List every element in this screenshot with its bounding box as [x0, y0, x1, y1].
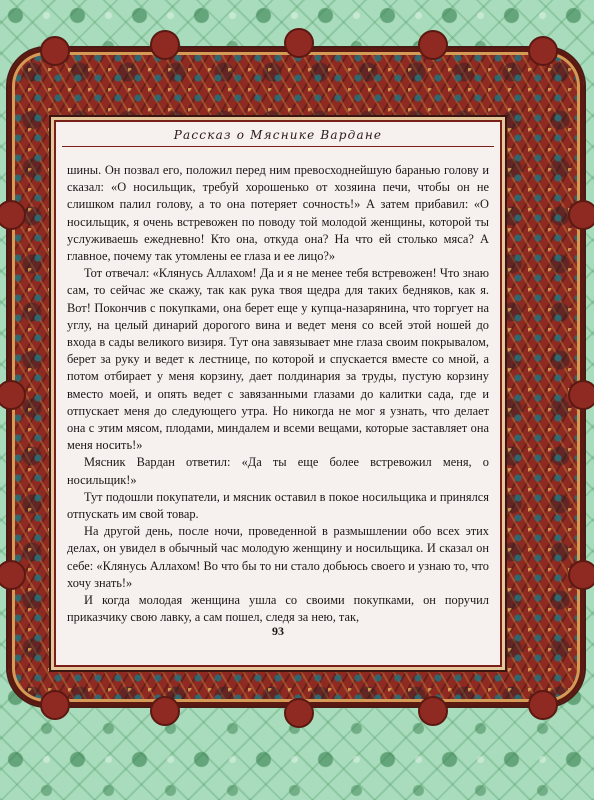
border-scallop: [150, 30, 180, 60]
running-header: Рассказ о Мяснике Вардане: [173, 128, 383, 142]
paragraph: шины. Он позвал его, положил перед ним превосходнейшую баранью голову и сказал: «О носильщик, требуй хорошенько от хозяина печи, чтобы он не слишком палил голову, а то она потеряет сочность!» А затем прибавил: «О носильщик, я очень встревожен по поводу той молодой женщины, которой ты услуживаешь ежедневно! Кто она, откуда она? На что ей столько мяса? А главное, почему так утомлены ее глаза и ее лицо?»: [67, 163, 489, 264]
border-scallop: [40, 36, 70, 66]
border-scallop: [284, 698, 314, 728]
text-panel: [56, 122, 500, 665]
border-scallop: [568, 560, 594, 590]
paragraph: На другой день, после ночи, проведенной в размышлении обо всех этих делах, он увидел в обычный час молодую женщину и носильщика. И сказал он себе: «Клянусь Аллахом! Во что бы то ни стало добьюсь своего и узнаю то, что хочу знать!»: [67, 524, 489, 590]
header-divider: [62, 146, 494, 147]
paragraph: Мясник Вардан ответил: «Да ты еще более встревожил меня, о носильщик!»: [67, 455, 489, 487]
body-text: [67, 162, 489, 626]
border-scallop: [150, 696, 180, 726]
border-scallop: [418, 696, 448, 726]
border-scallop: [568, 380, 594, 410]
paragraph: Тот отвечал: «Клянусь Аллахом! Да и я не менее тебя встревожен! Что знаю сам, то сейчас же скажу, так как рука твоя щедра для таких бедняков, как я. Вот! Покончив с покупками, она берет еще у купца-назарянина, что торгует на углу, на целый динарий дорогого вина и ведет меня со всей этой ношей до входа в сады великого визиря. Тут она завязывает мне глаза своим покрывалом, берет за руку и ведет к лестнице, по которой и спускается вместе со мной, а потом отбирает у меня корзину, дает полдинария за труды, пустую корзину вместо моей, и опять ведет с завязанными глазами до калитки сада, где и отпускает меня до следующего утра. Но никогда не мог я узнать, что делает она с этим мясом, плодами, миндалем и всеми вещами, которые заставляет она меня носить!»: [67, 266, 489, 453]
border-scallop: [418, 30, 448, 60]
border-scallop: [528, 36, 558, 66]
border-scallop: [568, 200, 594, 230]
paragraph: Тут подошли покупатели, и мясник оставил в покое носильщика и принялся отпускать им свой товар.: [67, 489, 489, 522]
border-scallop: [40, 690, 70, 720]
paragraph: И когда молодая женщина ушла со своими покупками, он поручил приказчику свою лавку, а сам пошел, следя за нею, так,: [67, 593, 489, 625]
page-number: 93: [272, 624, 284, 638]
border-scallop: [528, 690, 558, 720]
border-scallop: [284, 28, 314, 58]
